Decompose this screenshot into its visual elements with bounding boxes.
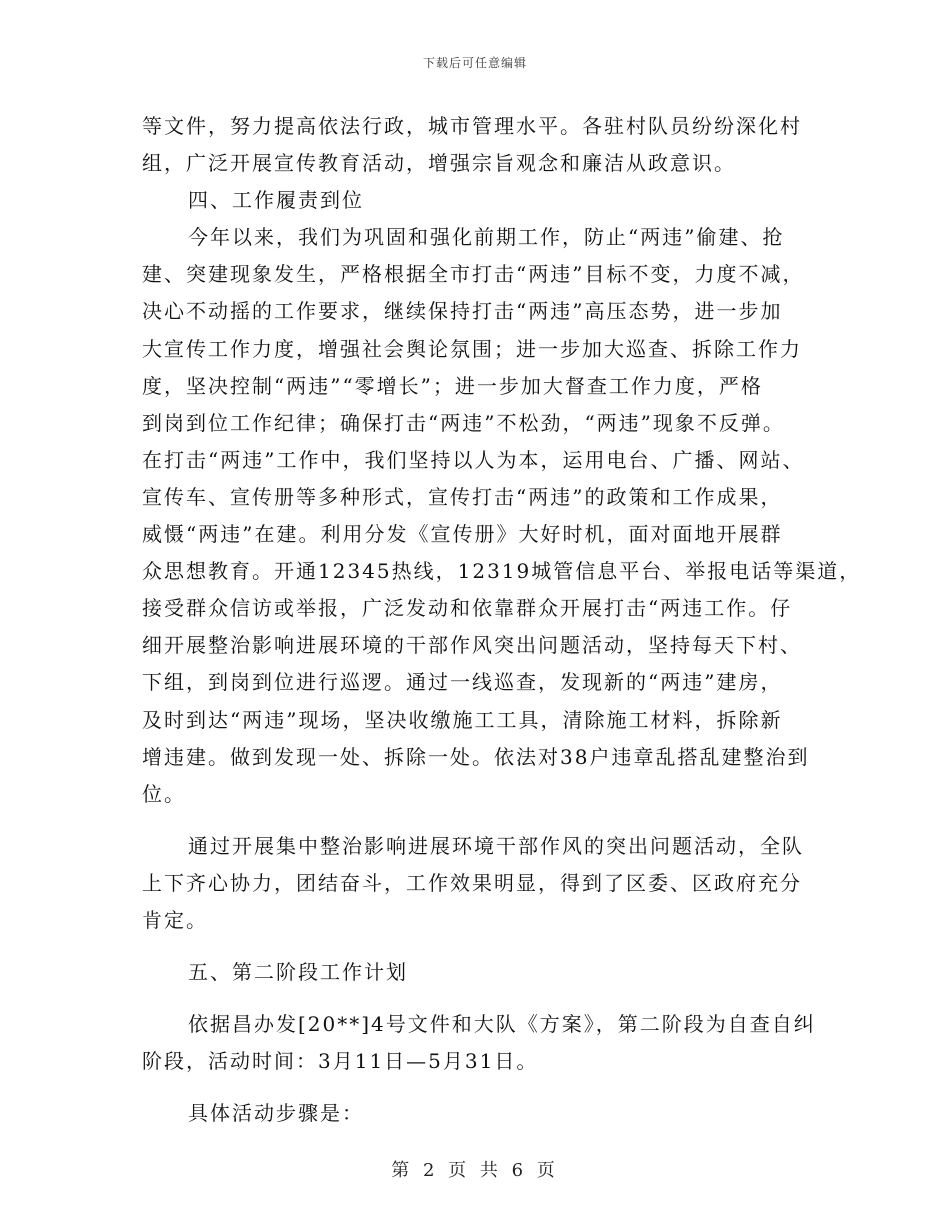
body-line: 位。 [142, 781, 186, 806]
section-heading: 四、工作履责到位 [188, 188, 364, 213]
body-line: 到岗到位工作纪律；确保打击“两违”不松劲，“两违”现象不反弹。 [142, 410, 785, 435]
body-line: 通过开展集中整治影响进展环境干部作风的突出问题活动，全队 [188, 833, 804, 858]
body-line: 建、突建现象发生，严格根据全市打击“两违”目标不变，力度不减， [142, 262, 805, 287]
body-line: 今年以来，我们为巩固和强化前期工作，防止“两违”偷建、抢 [188, 225, 785, 250]
body-line: 众思想教育。开通12345热线，12319城管信息平台、举报电话等渠道， [142, 559, 862, 584]
body-line: 增违建。做到发现一处、拆除一处。依法对38户违章乱搭乱建整治到 [142, 744, 810, 769]
body-line: 等文件，努力提高依法行政，城市管理水平。各驻村队员纷纷深化村 [142, 114, 802, 138]
body-line: 具体活动步骤是： [188, 1101, 364, 1126]
body-line: 在打击“两违”工作中，我们坚持以人为本，运用电台、广播、网站、 [142, 447, 805, 472]
body-line: 依据昌办发[20**]4号文件和大队《方案》，第二阶段为自查自纠 [188, 1012, 816, 1037]
body-line: 细开展整治影响进展环境的干部作风突出问题活动，坚持每天下村、 [142, 633, 802, 658]
body-line: 度，坚决控制“两违”“零增长”；进一步加大督查工作力度，严格 [142, 373, 763, 398]
body-line: 组，广泛开展宣传教育活动，增强宗旨观念和廉洁从政意识。 [142, 151, 736, 176]
document-body [142, 108, 862, 1132]
page-header: 下载后可任意编辑 [422, 56, 527, 70]
section-heading: 五、第二阶段工作计划 [188, 960, 408, 985]
body-line: 决心不动摇的工作要求，继续保持打击“两违”高压态势，进一步加 [142, 299, 783, 324]
body-line: 下组，到岗到位进行巡逻。通过一线巡查，发现新的“两违”建房， [142, 670, 783, 695]
body-line: 及时到达“两违”现场，坚决收缴施工工具，清除施工材料，拆除新 [142, 707, 783, 732]
body-line: 阶段，活动时间：3月11日—5月31日。 [142, 1049, 539, 1074]
body-line: 大宣传工作力度，增强社会舆论氛围；进一步加大巡查、拆除工作力 [142, 336, 802, 361]
body-line: 肯定。 [142, 907, 208, 932]
page-footer: 第 2 页 共 6 页 [391, 1160, 559, 1181]
body-line: 接受群众信访或举报，广泛发动和依靠群众开展打击“两违工作。仔 [142, 596, 793, 621]
body-line: 威慑“两违”在建。利用分发《宣传册》大好时机，面对面地开展群 [142, 522, 783, 547]
body-line: 宣传车、宣传册等多种形式，宣传打击“两违”的政策和工作成果， [142, 484, 783, 509]
body-line: 上下齐心协力，团结奋斗，工作效果明显，得到了区委、区政府充分 [142, 870, 802, 895]
